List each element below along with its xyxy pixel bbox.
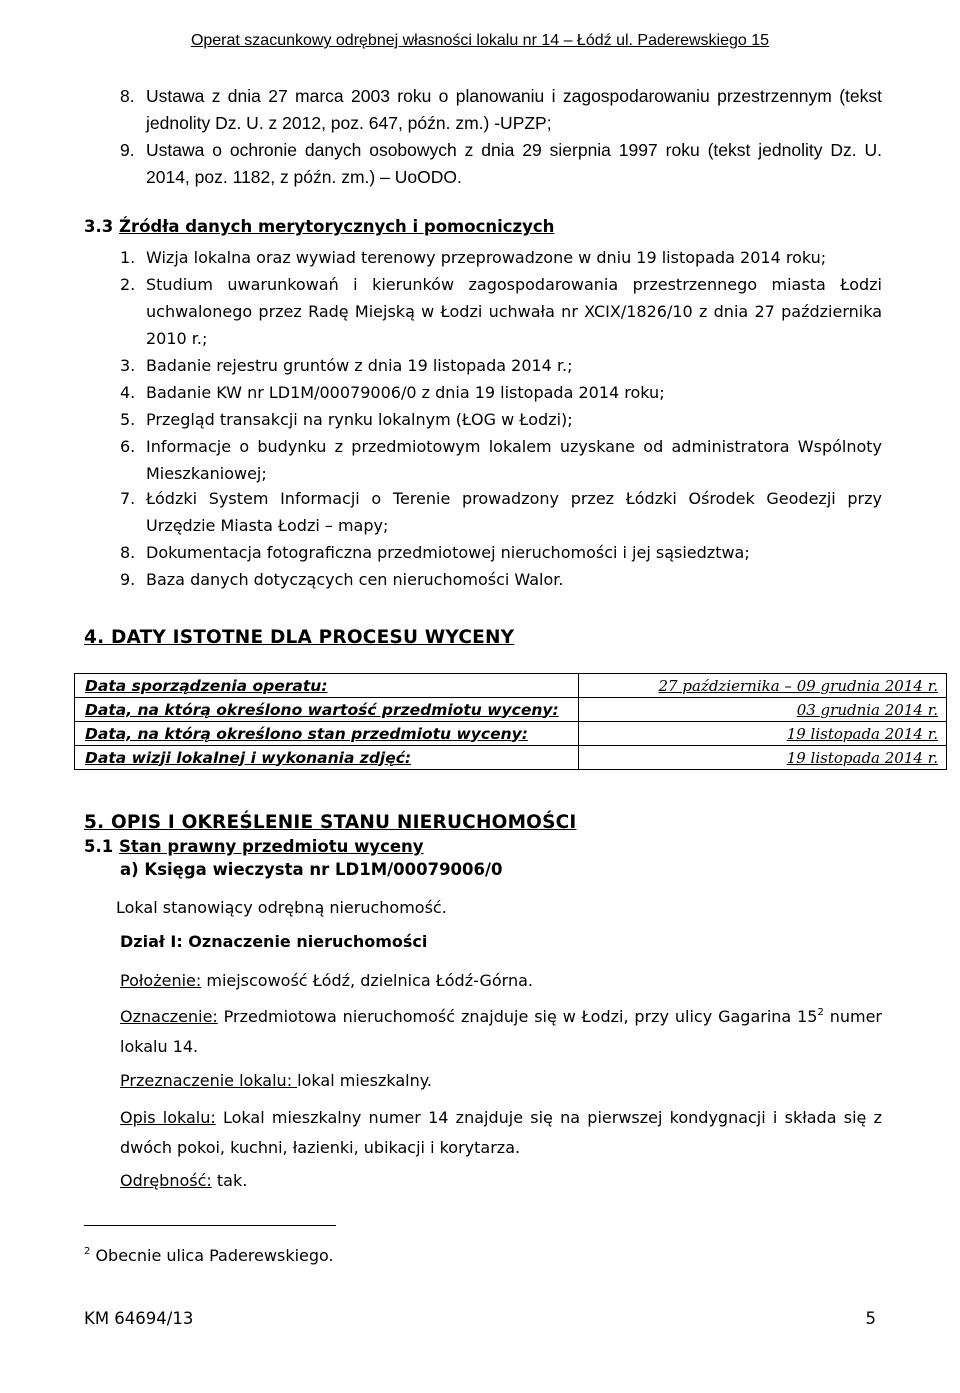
paragraph-lokal: Lokal stanowiący odrębną nieruchomość.	[116, 898, 447, 917]
list-text: Ustawa z dnia 27 marca 2003 roku o planowaniu i zagospodarowaniu przestrzennym (tekst jednolity Dz. U. z 2012, poz. 647, późn. zm.) -UPZP;	[146, 86, 882, 133]
list-text: Ustawa o ochronie danych osobowych z dnia 29 sierpnia 1997 roku (tekst jednolity Dz. U. 2014, poz. 1182, z późn. zm.) – UoODO.	[146, 140, 882, 187]
footnote-marker: 2	[817, 1007, 824, 1018]
list-number: 7.	[120, 489, 136, 508]
list-text: Badanie KW nr LD1M/00079006/0 z dnia 19 listopada 2014 roku;	[146, 383, 665, 402]
field-value: tak.	[211, 1171, 248, 1190]
dates-table	[74, 673, 947, 770]
footnote-number: 2	[84, 1246, 91, 1257]
table-row	[75, 698, 947, 722]
date-label: Data sporządzenia operatu:	[75, 674, 579, 698]
table-row	[75, 722, 947, 746]
field-value: Lokal mieszkalny numer 14 znajduje się na pierwszej kondygnacji i składa się z dwóch pokoi, kuchni, łazienki, ubikacji i korytarza.	[120, 1108, 882, 1157]
list-number: 6.	[120, 437, 136, 456]
source-list-item	[120, 379, 882, 406]
source-list-item	[120, 433, 882, 487]
list-number: 5.	[120, 410, 136, 429]
source-list-item	[120, 271, 882, 352]
date-label: Data, na którą określono wartość przedmiotu wyceny:	[75, 698, 579, 722]
subsection-title: Stan prawny przedmiotu wyceny	[118, 837, 424, 856]
list-text: Studium uwarunkowań i kierunków zagospodarowania przestrzennego miasta Łodzi uchwalonego przez Radę Miejską w Łodzi uchwała nr XCIX/1826/10 z dnia 27 października 2010 r.;	[146, 275, 882, 348]
section-heading-5: 5. OPIS I OKREŚLENIE STANU NIERUCHOMOŚCI	[84, 812, 577, 833]
source-list-item	[120, 566, 882, 593]
footnote-divider	[84, 1225, 336, 1226]
list-number: 2.	[120, 275, 136, 294]
subsection-a-heading: a) Księga wieczysta nr LD1M/00079006/0	[120, 860, 503, 879]
list-text: Baza danych dotyczących cen nieruchomości Walor.	[146, 570, 564, 589]
field-label: Opis lokalu:	[120, 1108, 216, 1127]
section-title: Źródła danych merytorycznych i pomocniczych	[118, 217, 555, 236]
source-list-item	[120, 352, 882, 379]
field-value: numer lokalu 14.	[120, 1007, 883, 1056]
section-number: 3.3	[84, 217, 114, 236]
list-text: Informacje o budynku z przedmiotowym lokalem uzyskane od administratora Wspólnoty Mieszkaniowej;	[146, 437, 882, 483]
footer-reference: KM 64694/13	[84, 1309, 194, 1328]
field-label: Oznaczenie:	[120, 1007, 218, 1026]
date-value: 19 listopada 2014 r.	[579, 746, 947, 770]
field-value: Przedmiotowa nieruchomość znajduje się w Łodzi, przy ulicy Gagarina 15	[217, 1007, 818, 1026]
list-number: 9.	[120, 570, 136, 589]
subsection-number: 5.1	[84, 837, 114, 856]
section-heading-3-3	[84, 217, 554, 236]
page-number: 5	[865, 1309, 876, 1328]
date-value: 27 października – 09 grudnia 2014 r.	[579, 674, 947, 698]
source-list-item	[120, 539, 882, 566]
field-value: miejscowość Łódź, dzielnica Łódź-Górna.	[201, 971, 533, 990]
field-value: lokal mieszkalny.	[297, 1071, 432, 1090]
paragraph-przeznaczenie	[120, 1066, 882, 1096]
source-list-item	[120, 485, 882, 539]
legal-list-item	[120, 137, 882, 191]
date-label: Data wizji lokalnej i wykonania zdjęć:	[75, 746, 579, 770]
paragraph-opis	[120, 1103, 882, 1163]
list-number: 9.	[120, 140, 135, 160]
field-label: Przeznaczenie lokalu:	[120, 1071, 298, 1090]
subsection-heading-5-1	[84, 837, 424, 856]
paragraph-oznaczenie	[120, 1002, 882, 1062]
field-label: Położenie:	[120, 971, 202, 990]
list-number: 1.	[120, 248, 136, 267]
paragraph-odrebnosc	[120, 1166, 882, 1196]
dzial-heading: Dział I: Oznaczenie nieruchomości	[120, 932, 428, 951]
table-row	[75, 746, 947, 770]
list-text: Wizja lokalna oraz wywiad terenowy przeprowadzone w dniu 19 listopada 2014 roku;	[146, 248, 827, 267]
legal-list-item	[120, 83, 882, 137]
date-label: Data, na którą określono stan przedmiotu wyceny:	[75, 722, 579, 746]
source-list-item	[120, 244, 882, 271]
list-text: Przegląd transakcji na rynku lokalnym (ŁOG w Łodzi);	[146, 410, 573, 429]
list-text: Badanie rejestru gruntów z dnia 19 listopada 2014 r.;	[146, 356, 573, 375]
list-text: Dokumentacja fotograficzna przedmiotowej nieruchomości i jej sąsiedztwa;	[146, 543, 750, 562]
paragraph-polozenie	[120, 966, 882, 996]
list-number: 3.	[120, 356, 136, 375]
footnote-text: Obecnie ulica Paderewskiego.	[90, 1246, 334, 1265]
field-label: Odrębność:	[120, 1171, 212, 1190]
table-row	[75, 674, 947, 698]
section-heading-4: 4. DATY ISTOTNE DLA PROCESU WYCENY	[84, 627, 515, 648]
date-value: 19 listopada 2014 r.	[579, 722, 947, 746]
footnote	[84, 1246, 334, 1265]
source-list-item	[120, 406, 882, 433]
list-number: 8.	[120, 86, 135, 106]
list-number: 4.	[120, 383, 136, 402]
date-value: 03 grudnia 2014 r.	[579, 698, 947, 722]
list-text: Łódzki System Informacji o Terenie prowadzony przez Łódzki Ośrodek Geodezji przy Urzędzie Miasta Łodzi – mapy;	[146, 489, 882, 535]
list-number: 8.	[120, 543, 136, 562]
running-header: Operat szacunkowy odrębnej własności lokalu nr 14 – Łódź ul. Paderewskiego 15	[190, 32, 770, 49]
